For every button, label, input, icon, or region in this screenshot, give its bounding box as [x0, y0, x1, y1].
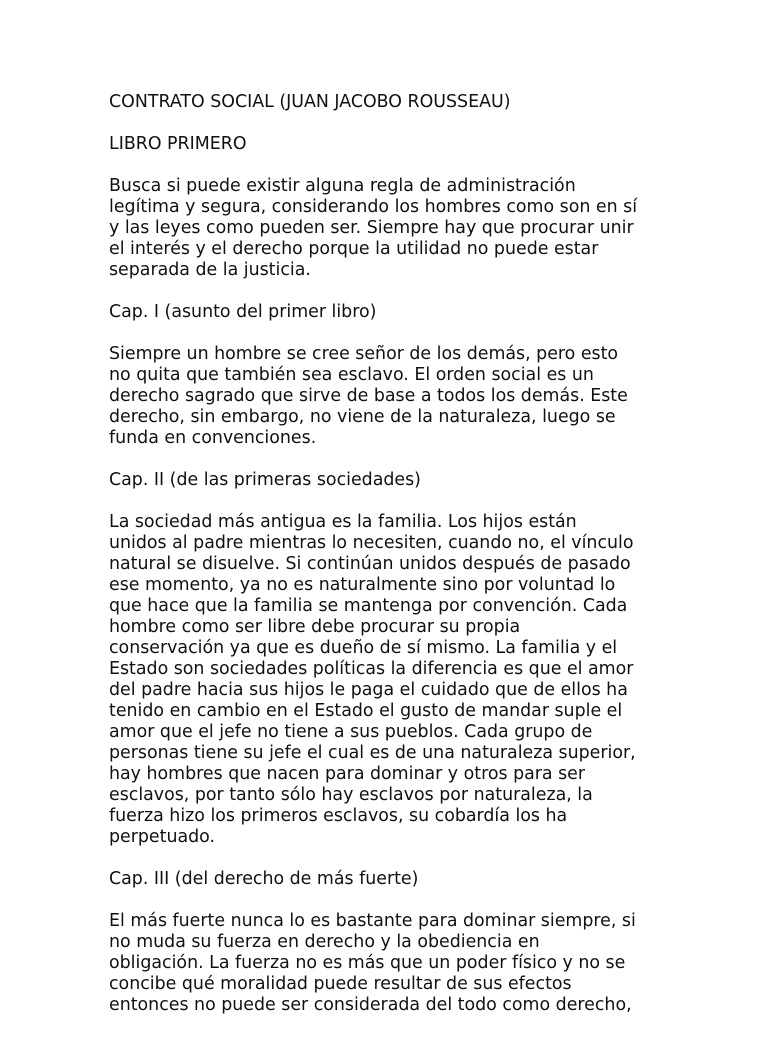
chapter-heading: Cap. III (del derecho de más fuerte) [109, 869, 419, 889]
document-title: CONTRATO SOCIAL (JUAN JACOBO ROUSSEAU) [109, 92, 511, 112]
chapter-paragraph: El más fuerte nunca lo es bastante para dominar siempre, si no muda su fuerza en derecho y la obediencia en obligación. La fuerza no es más que un poder físico y no se concibe qué moralidad puede resultar de sus efectos entonces no puede ser considerada del todo como derecho, [109, 911, 636, 1015]
intro-paragraph: Busca si puede existir alguna regla de administración legítima y segura, considerando los hombres como son en sí y las leyes como pueden ser. Siempre hay que procurar unir el interés y el derecho porque la utilidad no puede estar separada de la justicia. [109, 176, 638, 280]
chapter-heading: Cap. I (asunto del primer libro) [109, 302, 377, 322]
document-page [109, 92, 669, 1037]
chapter-paragraph: La sociedad más antigua es la familia. Los hijos están unidos al padre mientras lo necesiten, cuando no, el vínculo natural se disuelve. Si continúan unidos después de pasado ese momento, ya no es naturalmente sino por voluntad lo que hace que la familia se mantenga por convención. Cada hombre como ser libre debe procurar su propia conservación ya que es dueño de sí mismo. La familia y el Estado son sociedades políticas la diferencia es que el amor del padre hacia sus hijos le paga el cuidado que de ellos ha tenido en cambio en el Estado el gusto de mandar suple el amor que el jefe no tiene a sus pueblos. Cada grupo de personas tiene su jefe el cual es de una naturaleza superior, hay hombres que nacen para dominar y otros para ser esclavos, por tanto sólo hay esclavos por naturaleza, la fuerza hizo los primeros esclavos, su cobardía los ha perpetuado. [109, 512, 636, 847]
chapter-paragraph: Siempre un hombre se cree señor de los demás, pero esto no quita que también sea esclavo. El orden social es un derecho sagrado que sirve de base a todos los demás. Este derecho, sin embargo, no viene de la naturaleza, luego se funda en convenciones. [109, 344, 628, 448]
chapter-heading: Cap. II (de las primeras sociedades) [109, 470, 421, 490]
book-heading: LIBRO PRIMERO [109, 134, 247, 154]
